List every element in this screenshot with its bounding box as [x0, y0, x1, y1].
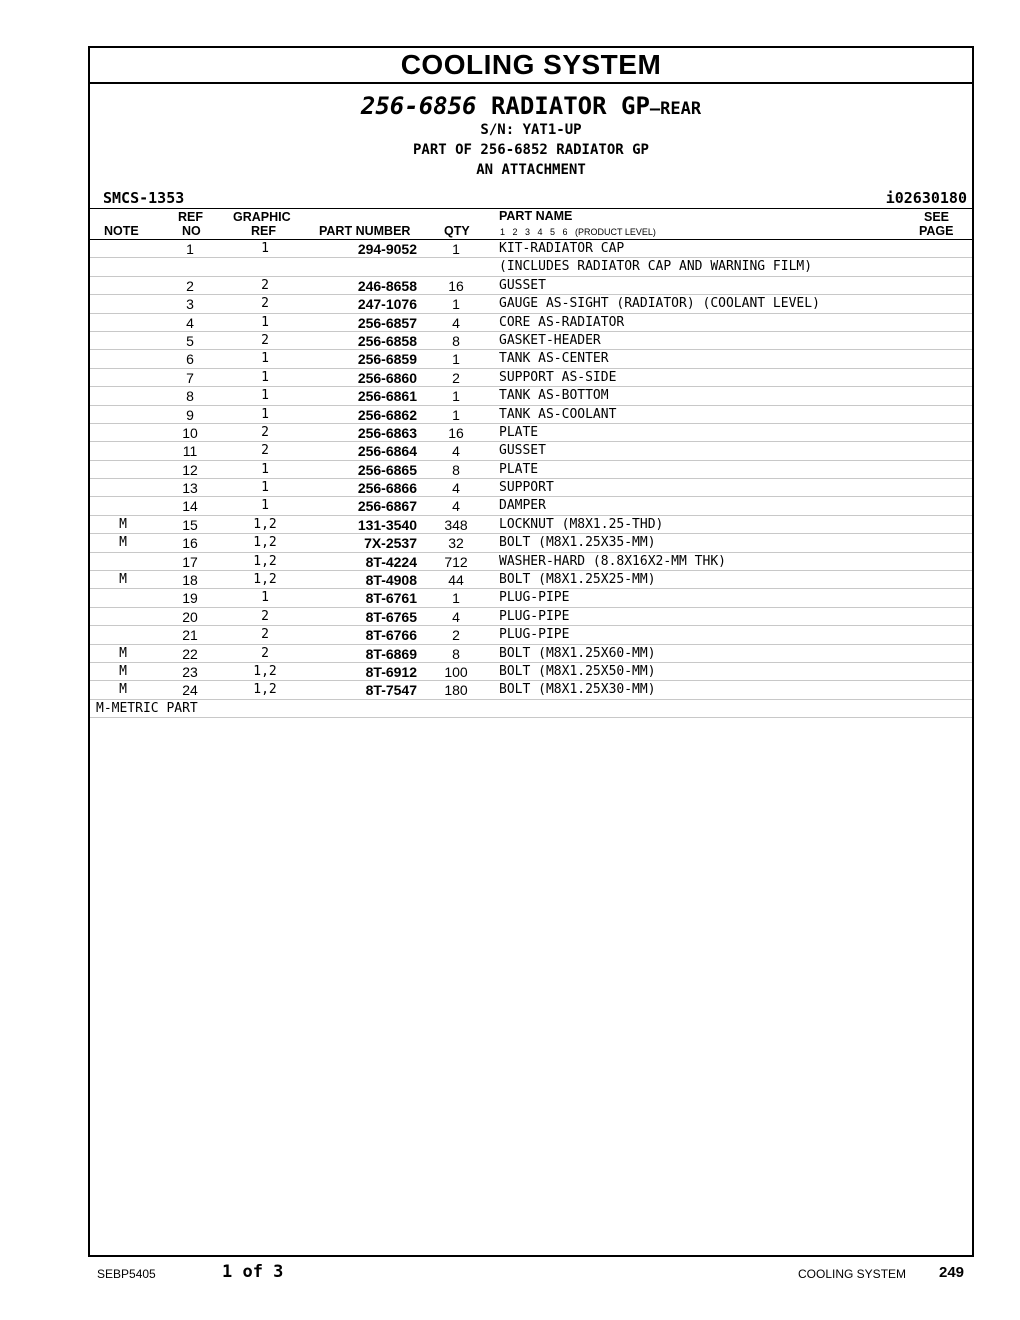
cell-name: GUSSET: [499, 277, 546, 293]
table-row: [90, 516, 972, 534]
cell-gref: 1,2: [253, 663, 277, 679]
cell-ref: 15: [182, 516, 198, 533]
cell-qty: 1: [452, 351, 460, 368]
cell-name: TANK AS-BOTTOM: [499, 388, 609, 404]
cell-name: LOCKNUT (M8X1.25-THD): [499, 516, 664, 532]
cell-note: M: [119, 535, 127, 551]
cell-qty: 44: [448, 572, 464, 589]
cell-gref: 2: [261, 424, 269, 440]
cell-gref: 1: [261, 498, 269, 514]
table-row: [90, 534, 972, 552]
cell-pn: 131-3540: [357, 516, 417, 533]
cell-pn: 8T-7547: [365, 682, 417, 699]
col-ref-top: REF: [178, 210, 203, 224]
cell-pn: 8T-4908: [365, 572, 417, 589]
col-qty: QTY: [444, 224, 470, 238]
cell-pn: 8T-6912: [365, 663, 417, 680]
cell-qty: 348: [444, 516, 468, 533]
cell-pn: 256-6858: [357, 332, 417, 349]
cell-name: BOLT (M8X1.25X60-MM): [499, 645, 656, 661]
cell-ref: 18: [182, 572, 198, 589]
cell-pn: 8T-6869: [365, 645, 417, 662]
cell-qty: 8: [452, 645, 460, 662]
table-row: [90, 369, 972, 387]
cell-pn: 294-9052: [357, 241, 417, 257]
table-row: [90, 332, 972, 350]
cell-name: BOLT (M8X1.25X50-MM): [499, 663, 656, 679]
cell-qty: 1: [452, 590, 460, 607]
cell-note: M: [119, 572, 127, 588]
table-row: [90, 626, 972, 644]
metric-footnote: M-METRIC PART: [96, 700, 198, 716]
footer-page-of: 1 of 3: [222, 1262, 284, 1282]
cell-pn: 8T-6761: [365, 590, 417, 607]
cell-name: PLATE: [499, 461, 539, 477]
cell-ref: 6: [186, 351, 194, 368]
cell-qty: 2: [452, 369, 460, 386]
cell-gref: 2: [261, 332, 269, 348]
cell-qty: 32: [448, 535, 464, 552]
cell-name: PLUG-PIPE: [499, 627, 570, 643]
cell-qty: 1: [452, 296, 460, 313]
cell-qty: 16: [448, 424, 464, 441]
cell-gref: 2: [261, 627, 269, 643]
table-row: [90, 406, 972, 424]
cell-qty: 4: [452, 498, 460, 515]
cell-ref: 16: [182, 535, 198, 552]
table-row: [90, 461, 972, 479]
col-graphic-bottom: REF: [251, 224, 276, 238]
parts-page-frame: [88, 46, 974, 1257]
footer-doc-number: SEBP5405: [97, 1267, 156, 1281]
cell-ref: 20: [182, 608, 198, 625]
cell-qty: 4: [452, 443, 460, 460]
cell-note: M: [119, 663, 127, 679]
cell-ref: 23: [182, 663, 198, 680]
cell-pn: 256-6859: [357, 351, 417, 368]
cell-ref: 9: [186, 406, 194, 423]
table-row: [90, 663, 972, 681]
cell-gref: 1: [261, 314, 269, 330]
parts-table: [90, 240, 972, 718]
table-row: [90, 589, 972, 607]
cell-gref: 1: [261, 369, 269, 385]
cell-pn: 256-6865: [357, 461, 417, 478]
cell-gref: 1,2: [253, 682, 277, 698]
cell-note: M: [119, 645, 127, 661]
cell-gref: 2: [261, 645, 269, 661]
cell-qty: 16: [448, 277, 464, 294]
cell-name: CORE AS-RADIATOR: [499, 314, 625, 330]
table-row: [90, 497, 972, 515]
cell-qty: 712: [444, 553, 468, 570]
cell-ref: 2: [186, 277, 194, 294]
cell-name: DAMPER: [499, 498, 546, 514]
cell-ref: 12: [182, 461, 198, 478]
footer-page-number: 249: [939, 1264, 965, 1281]
cell-ref: 4: [186, 314, 194, 331]
group-name: RADIATOR GP: [490, 92, 650, 120]
cell-pn: 256-6862: [357, 406, 417, 423]
cell-qty: 1: [452, 241, 460, 257]
cell-pn: 247-1076: [357, 296, 417, 313]
col-graphic-top: GRAPHIC: [233, 210, 291, 224]
group-title: [90, 92, 972, 120]
table-row: [90, 681, 972, 699]
cell-ref: 19: [182, 590, 198, 607]
cell-note: M: [119, 682, 127, 698]
group-part-number: 256-6856: [360, 92, 477, 120]
part-of: PART OF 256-6852 RADIATOR GP: [412, 142, 649, 158]
cell-name: SUPPORT: [499, 480, 554, 496]
smcs-row: [90, 186, 972, 208]
cell-qty: 1: [452, 388, 460, 405]
cell-pn: 256-6867: [357, 498, 417, 515]
cell-pn: 256-6860: [357, 369, 417, 386]
footer-section: COOLING SYSTEM: [798, 1267, 907, 1281]
table-row: [90, 314, 972, 332]
table-row: [90, 553, 972, 571]
cell-note: M: [119, 516, 127, 532]
cell-ref: 14: [182, 498, 198, 515]
cell-ref: 1: [186, 241, 194, 257]
cell-pn: 256-6866: [357, 480, 417, 497]
cell-ref: 17: [182, 553, 198, 570]
attachment-label: AN ATTACHMENT: [476, 162, 586, 178]
cell-name: BOLT (M8X1.25X25-MM): [499, 572, 656, 588]
col-see-bottom: PAGE: [919, 224, 954, 238]
cell-qty: 180: [444, 682, 468, 699]
col-ref-bottom: NO: [182, 224, 201, 238]
cell-name: TANK AS-CENTER: [499, 351, 609, 367]
cell-gref: 1: [261, 351, 269, 367]
cell-ref: 11: [182, 443, 198, 460]
cell-pn: 256-6861: [357, 388, 417, 405]
cell-gref: 1,2: [253, 572, 277, 588]
col-product-levels: 1 2 3 4 5 6 (PRODUCT LEVEL): [500, 227, 656, 237]
cell-name: GASKET-HEADER: [499, 332, 601, 348]
cell-qty: 8: [452, 332, 460, 349]
table-row: [90, 608, 972, 626]
cell-gref: 2: [261, 608, 269, 624]
col-part-name: PART NAME: [499, 209, 573, 223]
column-headers: [90, 208, 972, 240]
cell-name: GUSSET: [499, 443, 546, 459]
cell-pn: 8T-6766: [365, 627, 417, 644]
cell-pn: 256-6863: [357, 424, 417, 441]
table-row: [90, 645, 972, 663]
cell-qty: 4: [452, 314, 460, 331]
cell-ref: 3: [186, 296, 194, 313]
cell-name: WASHER-HARD (8.8X16X2-MM THK): [499, 553, 726, 569]
table-row: [90, 295, 972, 313]
cell-qty: 1: [452, 406, 460, 423]
cell-qty: 2: [452, 627, 460, 644]
col-see-top: SEE: [924, 210, 950, 224]
col-part-number: PART NUMBER: [319, 224, 411, 238]
cell-ref: 21: [182, 627, 198, 644]
table-row: [90, 277, 972, 295]
serial-number: S/N: YAT1-UP: [480, 122, 582, 138]
cell-name: BOLT (M8X1.25X35-MM): [499, 535, 656, 551]
cell-name: PLATE: [499, 424, 539, 440]
cell-gref: 1,2: [253, 553, 277, 569]
cell-ref: 10: [182, 424, 198, 441]
cell-gref: 1,2: [253, 516, 277, 532]
cell-pn: 256-6857: [357, 314, 417, 331]
cell-name: KIT-RADIATOR CAP: [499, 241, 625, 256]
cell-name: SUPPORT AS-SIDE: [499, 369, 617, 385]
cell-ref: 24: [182, 682, 198, 699]
page-footer: [0, 1262, 1020, 1286]
cell-ref: 8: [186, 388, 194, 405]
cell-qty: 8: [452, 461, 460, 478]
cell-gref: 1: [261, 388, 269, 404]
cell-name: PLUG-PIPE: [499, 608, 570, 624]
cell-pn: 7X-2537: [364, 535, 417, 552]
cell-gref: 1: [261, 480, 269, 496]
table-row: [90, 258, 972, 276]
group-suffix: —REAR: [649, 99, 702, 119]
cell-name: TANK AS-COOLANT: [499, 406, 617, 422]
cell-ref: 5: [186, 332, 194, 349]
table-row: [90, 424, 972, 442]
table-row: [90, 571, 972, 589]
cell-pn: 256-6864: [357, 443, 417, 460]
cell-gref: 2: [261, 296, 269, 312]
footnote-row: [90, 700, 972, 718]
cell-name: BOLT (M8X1.25X30-MM): [499, 682, 656, 698]
cell-qty: 4: [452, 608, 460, 625]
cell-gref: 2: [261, 277, 269, 293]
table-row: [90, 479, 972, 497]
cell-gref: 1: [261, 590, 269, 606]
table-row: [90, 240, 972, 258]
cell-name: PLUG-PIPE: [499, 590, 570, 606]
table-row: [90, 442, 972, 460]
cell-name: (INCLUDES RADIATOR CAP AND WARNING FILM): [499, 259, 813, 275]
cell-gref: 1,2: [253, 535, 277, 551]
cell-gref: 1: [261, 241, 269, 256]
table-row: [90, 350, 972, 368]
cell-pn: 8T-4224: [365, 553, 417, 570]
cell-ref: 13: [182, 480, 198, 497]
smcs-code: SMCS-1353: [103, 189, 185, 207]
cell-ref: 22: [182, 645, 198, 662]
cell-qty: 4: [452, 480, 460, 497]
group-header: [90, 92, 972, 180]
cell-pn: 8T-6765: [365, 608, 417, 625]
cell-gref: 2: [261, 443, 269, 459]
cell-gref: 1: [261, 406, 269, 422]
cell-name: GAUGE AS-SIGHT (RADIATOR) (COOLANT LEVEL): [499, 296, 820, 312]
table-row: [90, 387, 972, 405]
section-title: COOLING SYSTEM: [90, 48, 972, 84]
cell-qty: 100: [444, 663, 468, 680]
cell-gref: 1: [261, 461, 269, 477]
cell-ref: 7: [186, 369, 194, 386]
illustration-id: i02630180: [885, 189, 967, 207]
col-note: NOTE: [104, 224, 139, 238]
cell-pn: 246-8658: [357, 277, 417, 294]
